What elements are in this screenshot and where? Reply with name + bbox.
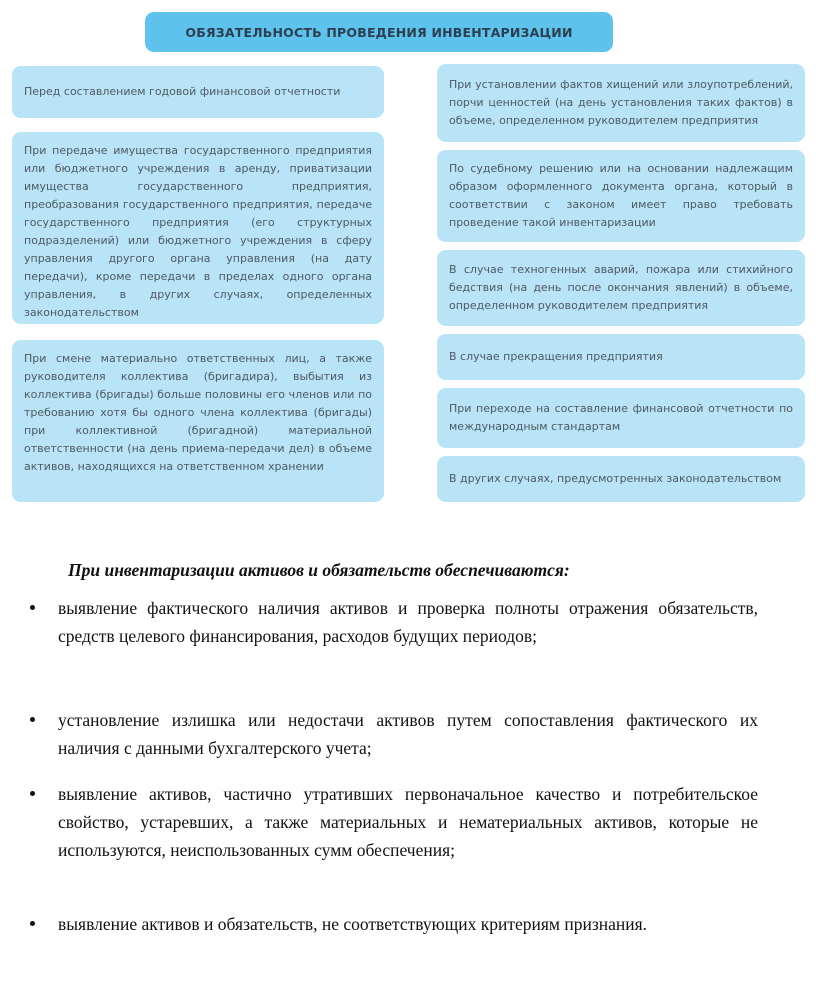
list-item-text: установление излишка или недостачи активов путем сопоставления фактического их наличия с данными бухгалтерского учета; xyxy=(58,710,758,758)
right-box-6 xyxy=(437,456,805,502)
list-item-text: выявление фактического наличия активов и проверка полноты отражения обязательств, средств целевого финансирования, расходов будущих периодов; xyxy=(58,598,758,646)
right-box-1-text: При установлении фактов хищений или злоупотреблений, порчи ценностей (на день установления таких фактов) в объеме, определенном руководителем предприятия xyxy=(449,78,793,127)
right-box-1 xyxy=(437,64,805,142)
section-heading: При инвентаризации активов и обязательств обеспечиваются: xyxy=(68,560,570,580)
list-item-text: выявление активов, частично утративших первоначальное качество и потребительское свойство, устаревших, а также материальных и нематериальных активов, которые не используются, неиспользованных сумм обеспечения; xyxy=(58,784,758,860)
left-box-1 xyxy=(12,66,384,118)
left-box-2-text: При передаче имущества государственного предприятия или бюджетного учреждения в аренду, приватизации имущества государственного предприятия, преобразования государственного предприятия, передаче государственного предприятия (его структурных подразделений) или бюджетного учреждения в сферу управления другого органа управления (на дату передачи), кроме передачи в пределах одного органа управления, в других случаях, определенных законодательством xyxy=(24,144,372,319)
left-box-1-text: Перед составлением годовой финансовой отчетности xyxy=(24,85,341,98)
right-box-4 xyxy=(437,334,805,380)
bullet-icon xyxy=(30,717,35,722)
right-box-5-text: При переходе на составление финансовой отчетности по международным стандартам xyxy=(449,402,793,433)
left-box-3 xyxy=(12,340,384,502)
right-box-3-text: В случае техногенных аварий, пожара или стихийного бедствия (на день после окончания явлений) в объеме, определенном руководителем предприятия xyxy=(449,263,793,312)
list-item-text: выявление активов и обязательств, не соответствующих критериям признания. xyxy=(58,914,648,934)
right-box-2 xyxy=(437,150,805,242)
right-box-5 xyxy=(437,388,805,448)
left-box-3-text: При смене материально ответственных лиц, а также руководителя коллектива (бригадира), выбытия из коллектива (бригады) больше половины его членов или по требованию хотя бы одного члена коллектива (бригады) при коллективной (бригадной) материальной ответственности (на день приема-передачи дел) в объеме активов, находящихся на ответственном хранении xyxy=(24,352,372,473)
left-box-2 xyxy=(12,132,384,324)
right-box-2-text: По судебному решению или на основании надлежащим образом оформленного документа органа, который в соответствии с законом имеет право требовать проведение такой инвентаризации xyxy=(449,162,793,229)
right-box-3 xyxy=(437,250,805,326)
right-box-4-text: В случае прекращения предприятия xyxy=(449,350,663,363)
right-box-6-text: В других случаях, предусмотренных законодательством xyxy=(449,472,782,485)
bullet-icon xyxy=(30,921,35,926)
bullet-icon xyxy=(30,791,35,796)
diagram-title: ОБЯЗАТЕЛЬНОСТЬ ПРОВЕДЕНИЯ ИНВЕНТАРИЗАЦИИ xyxy=(145,12,613,52)
bullet-icon xyxy=(30,605,35,610)
